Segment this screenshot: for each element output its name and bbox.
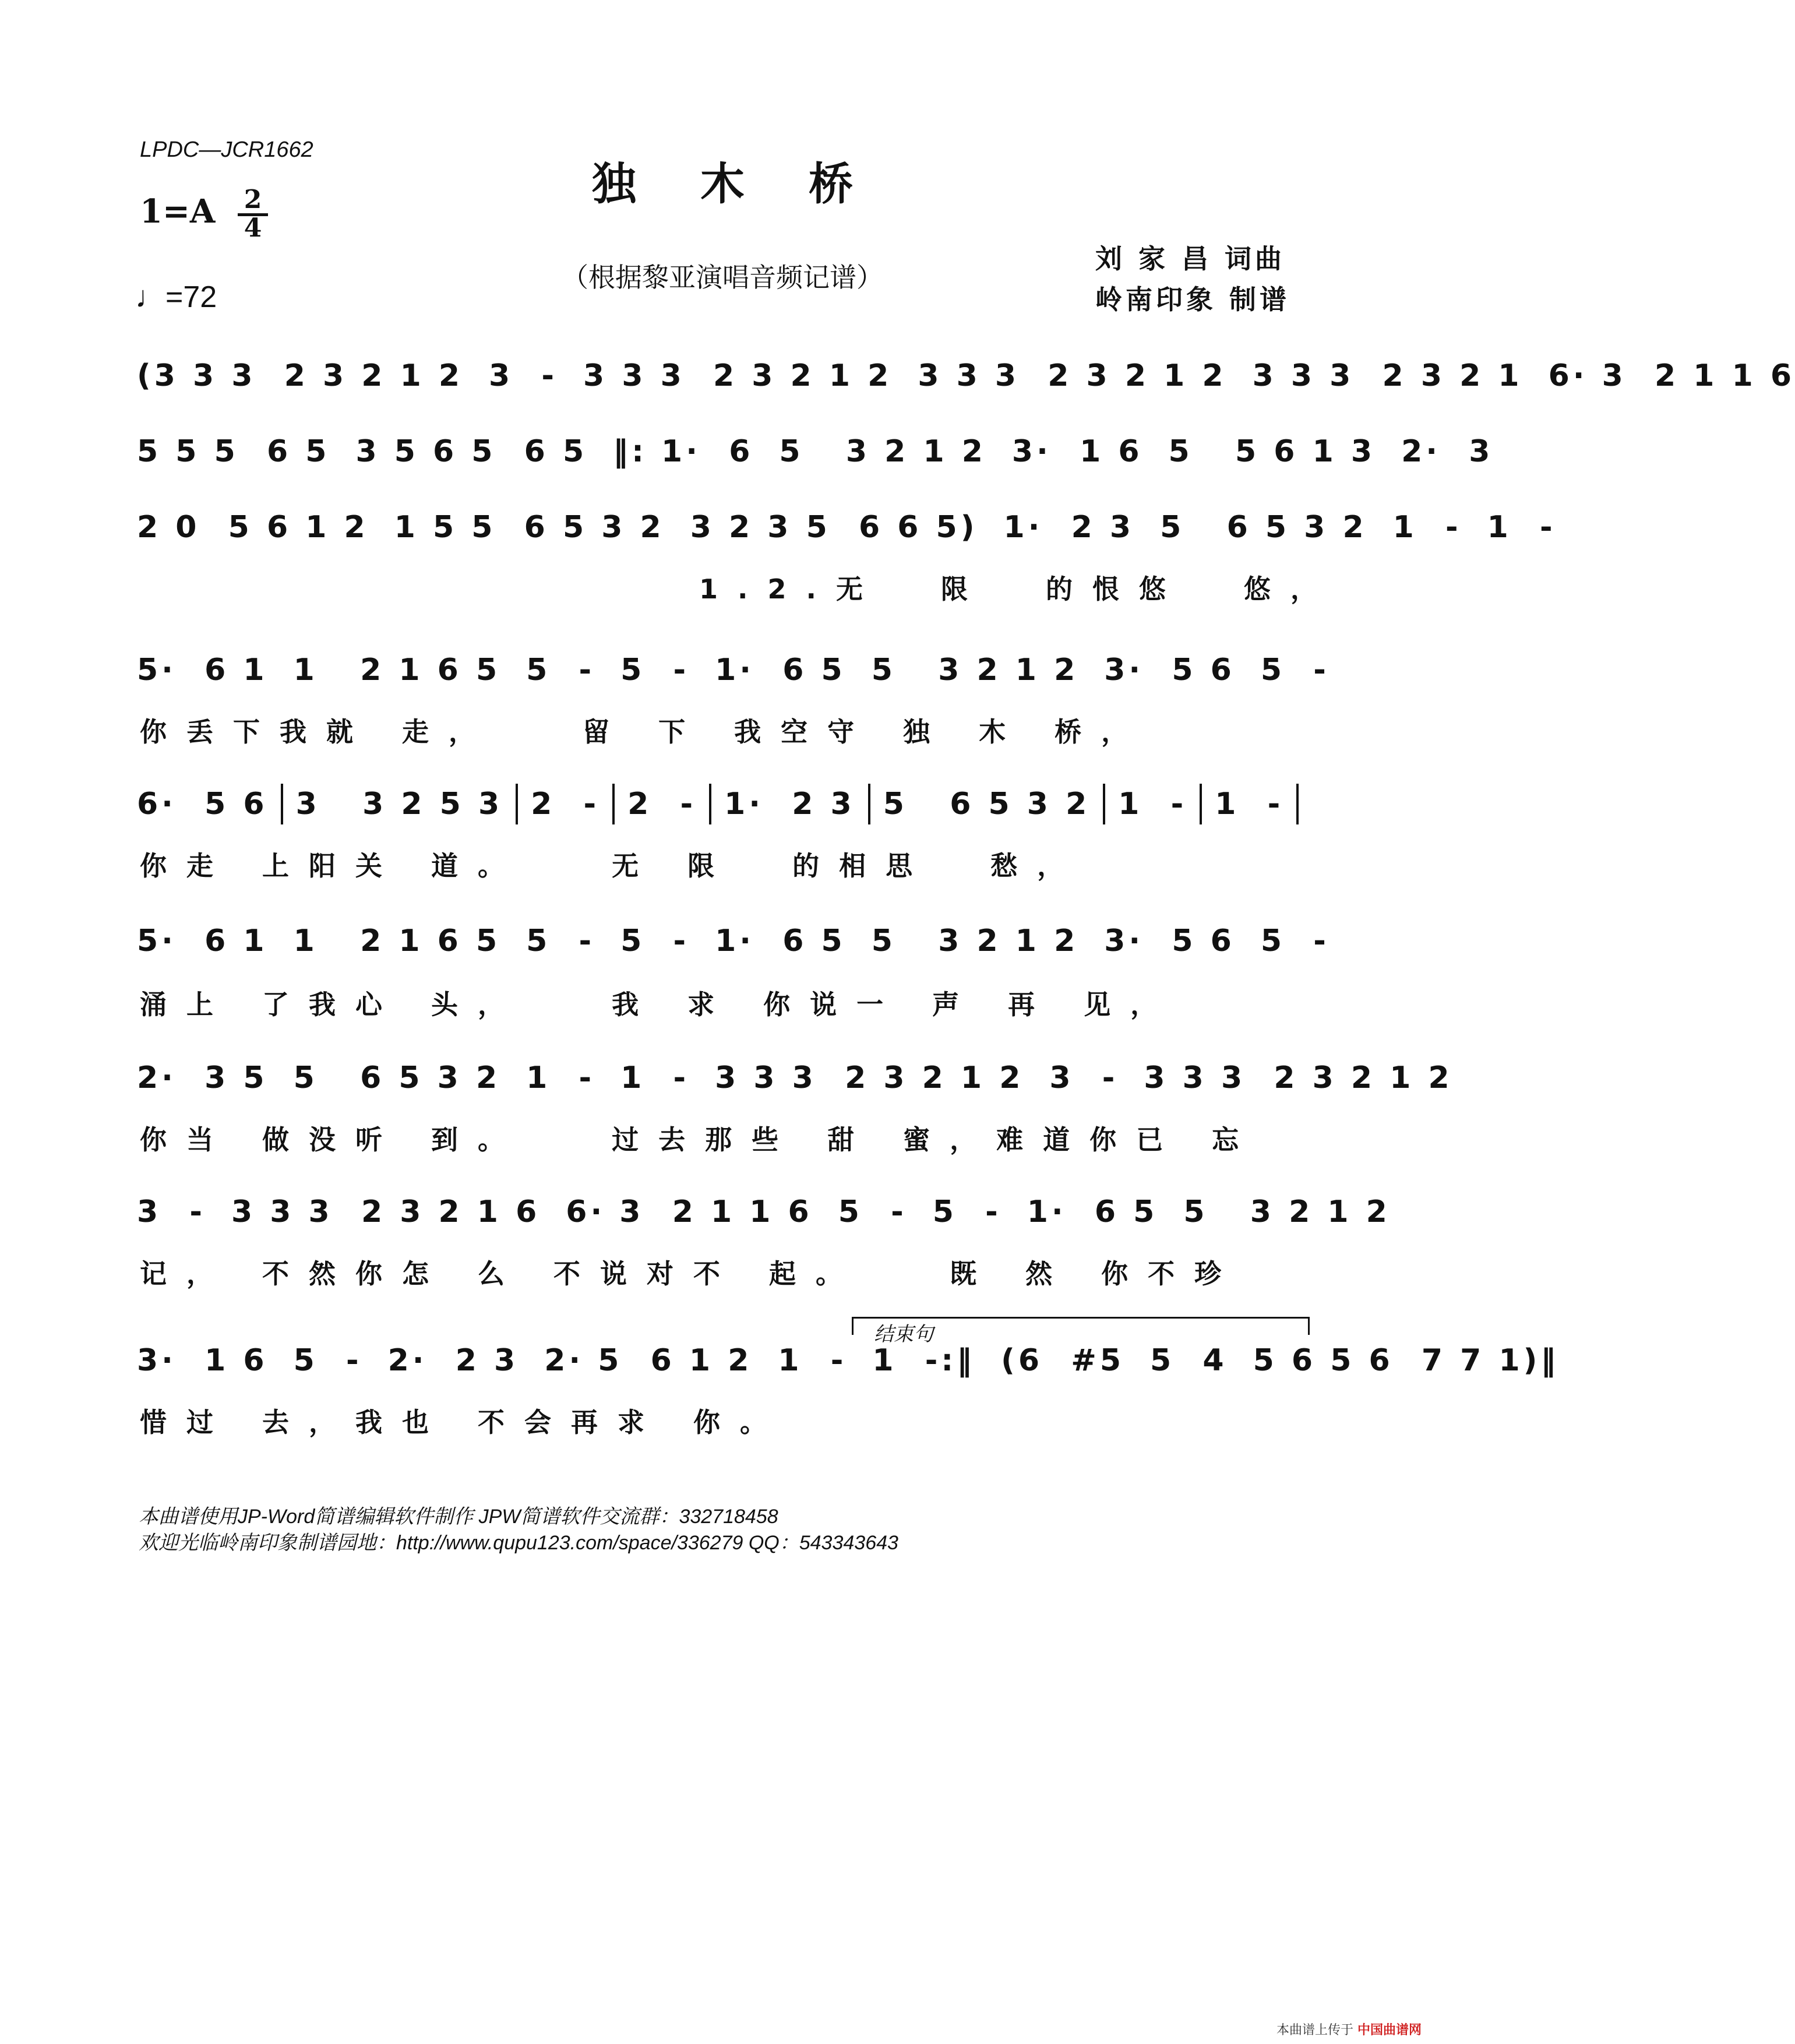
page-title: 独木桥: [592, 158, 917, 210]
key-signature: 1=A: [140, 192, 216, 231]
score-line-3: [137, 504, 1556, 551]
footer-line-2: 欢迎光临岭南印象制谱园地：http://www.qupu123.com/space/336279 QQ：543343643: [139, 1532, 898, 1554]
measure: 1 2 1 6 5: [293, 653, 501, 688]
lyrics-line: 你走 上阳关 道。 无 限 的相思 愁，: [140, 850, 1084, 882]
lyrics-line: 你丢下我就 走， 留 下 我空守 独 木 桥，: [140, 716, 1148, 748]
measure: 3 -: [137, 1194, 206, 1229]
measure: 3 5 6 5 6 5: [355, 434, 588, 469]
measure: 5· 6 1: [137, 924, 268, 958]
lyrics-line: 惜过 去，我也 不会再求 你。: [140, 1407, 787, 1438]
measure: 3 2 3 5 6 6 5): [690, 510, 978, 545]
measure: 1 -: [1215, 787, 1284, 822]
measure: 3 3 3 2 3 2 1 2: [583, 358, 893, 393]
score-line-6: [137, 918, 1330, 964]
measure: 5 5 6 1 3: [1168, 434, 1376, 469]
measure: 5 -: [838, 1194, 907, 1229]
measure: 2 -: [627, 787, 697, 822]
time-signature: [238, 185, 268, 243]
quarter-note-icon: ♩: [135, 280, 165, 314]
ending-label: 结束句: [874, 1323, 933, 1346]
measure: 3 3 3 2 3 2 1: [1252, 358, 1523, 393]
measure: 5 3 2 1 2: [779, 434, 986, 469]
measure: 5 -: [526, 924, 595, 958]
measure: 5 -: [932, 1194, 1001, 1229]
measure: 1 -: [778, 1343, 847, 1378]
measure: 5 3 2 1 2: [871, 924, 1079, 958]
measure: 5 -: [620, 653, 690, 688]
score-line-7: [137, 1055, 1453, 1101]
measure: 1· 6 5: [715, 653, 846, 688]
measure: ‖: 1· 6: [613, 434, 754, 469]
measure: 3· 5 6: [1104, 653, 1235, 688]
measure: 1 -: [1118, 787, 1187, 822]
measure: 2 -: [531, 787, 600, 822]
lyrics-line: 你当 做没听 到。 过去那些 甜 蜜，难道你已 忘: [140, 1124, 1259, 1155]
footer-line-1: 本曲谱使用JP-Word简谱编辑软件制作 JPW简谱软件交流群：332718458: [139, 1506, 778, 1528]
measure: 5 3 2 1 2: [871, 653, 1079, 688]
measure: 6· 3 2 1 1 6: [566, 1194, 813, 1229]
measure: 5 -: [1260, 924, 1330, 958]
measure: 5 6 5 3 2: [883, 787, 1091, 822]
measure: 3 -: [1049, 1060, 1119, 1095]
measure: 1 -: [620, 1060, 690, 1095]
watermark: [1276, 2020, 1422, 2038]
watermark-site: 中国曲谱网: [1357, 2023, 1422, 2038]
measure: 5 6 5 6 7 7 1)‖: [1253, 1343, 1560, 1378]
measure: (3 3 3 2 3 2 1 2: [137, 358, 464, 393]
score-line-2: [137, 428, 1494, 475]
measure: 5 4: [1150, 1343, 1228, 1378]
measure: 2· 2 3: [387, 1343, 519, 1378]
score-line-9: [137, 1337, 1560, 1384]
measure: 1 5 5 6 5 3 2: [394, 510, 665, 545]
score-line-4: [137, 647, 1330, 693]
measure: 1· 6 5: [1027, 1194, 1158, 1229]
measure: 3· 1 6: [1011, 434, 1143, 469]
score-line-5: [137, 781, 1320, 827]
measure: 5 -: [620, 924, 690, 958]
measure: 2· 5 6 1 2: [544, 1343, 753, 1378]
measure: 3 -: [489, 358, 558, 393]
measure: 5 -: [526, 653, 595, 688]
measure: 6· 3 2 1 1 6: [1548, 358, 1795, 393]
measure: 3 3 3 2 3 2 1 2: [918, 358, 1227, 393]
measure: 2 0 5 6 1 2: [137, 510, 369, 545]
measure: 5 -: [293, 1343, 362, 1378]
measure: 1 -: [1487, 510, 1556, 545]
measure: 5· 6 1: [137, 653, 268, 688]
score-code: LPDC—JCR1662: [140, 138, 313, 162]
lyrics-line: 记， 不然你怎 么 不说对不 起。 既 然 你不珍: [140, 1258, 1242, 1289]
measure: 1 -: [1392, 510, 1462, 545]
arranger-credit: 岭南印象 制谱: [1095, 284, 1290, 315]
watermark-text: 本曲谱上传于: [1276, 2023, 1353, 2038]
measure: 1· 2 3: [724, 787, 855, 822]
measure: 1 -:‖: [872, 1343, 976, 1378]
lyrics-line: 涌上 了我心 头， 我 求 你说一 声 再 见，: [140, 989, 1177, 1020]
measure: 3 3 3 2 3 2 1 2: [715, 1060, 1024, 1095]
measure: 5 -: [1260, 653, 1330, 688]
lyrics-line: 1.2.无 限 的恨悠 悠，: [699, 573, 1338, 605]
measure: 5 3 2 1 2: [1183, 1194, 1391, 1229]
time-bottom: 4: [244, 213, 262, 243]
author-credit: 刘 家 昌 词曲: [1095, 243, 1286, 274]
measure: 2· 3: [1401, 434, 1494, 469]
time-top: 2: [238, 188, 268, 216]
measure: 3 3 2 5 3: [295, 787, 503, 822]
measure: 5 6 5 3 2: [293, 1060, 501, 1095]
subtitle: （根据黎亚演唱音频记谱）: [562, 262, 883, 293]
measure: 3 3 3 2 3 2 1 2: [1144, 1060, 1453, 1095]
measure: 3· 5 6: [1104, 924, 1235, 958]
measure: (6 #5: [1001, 1343, 1125, 1378]
measure: 1 -: [526, 1060, 595, 1095]
measure: 5 5 5 6 5: [137, 434, 330, 469]
measure: 1 2 1 6 5: [293, 924, 501, 958]
score-line-1: [137, 353, 1795, 399]
measure: 1· 2 3: [1003, 510, 1135, 545]
measure: 6· 5 6: [137, 787, 268, 822]
score-line-8: [137, 1189, 1391, 1235]
measure: 1· 6 5: [715, 924, 846, 958]
measure: 3· 1 6: [137, 1343, 268, 1378]
tempo-value: =72: [165, 280, 217, 314]
measure: 5 6 5 3 2: [1160, 510, 1367, 545]
measure: 2· 3 5: [137, 1060, 268, 1095]
measure: 3 3 3 2 3 2 1 6: [231, 1194, 541, 1229]
